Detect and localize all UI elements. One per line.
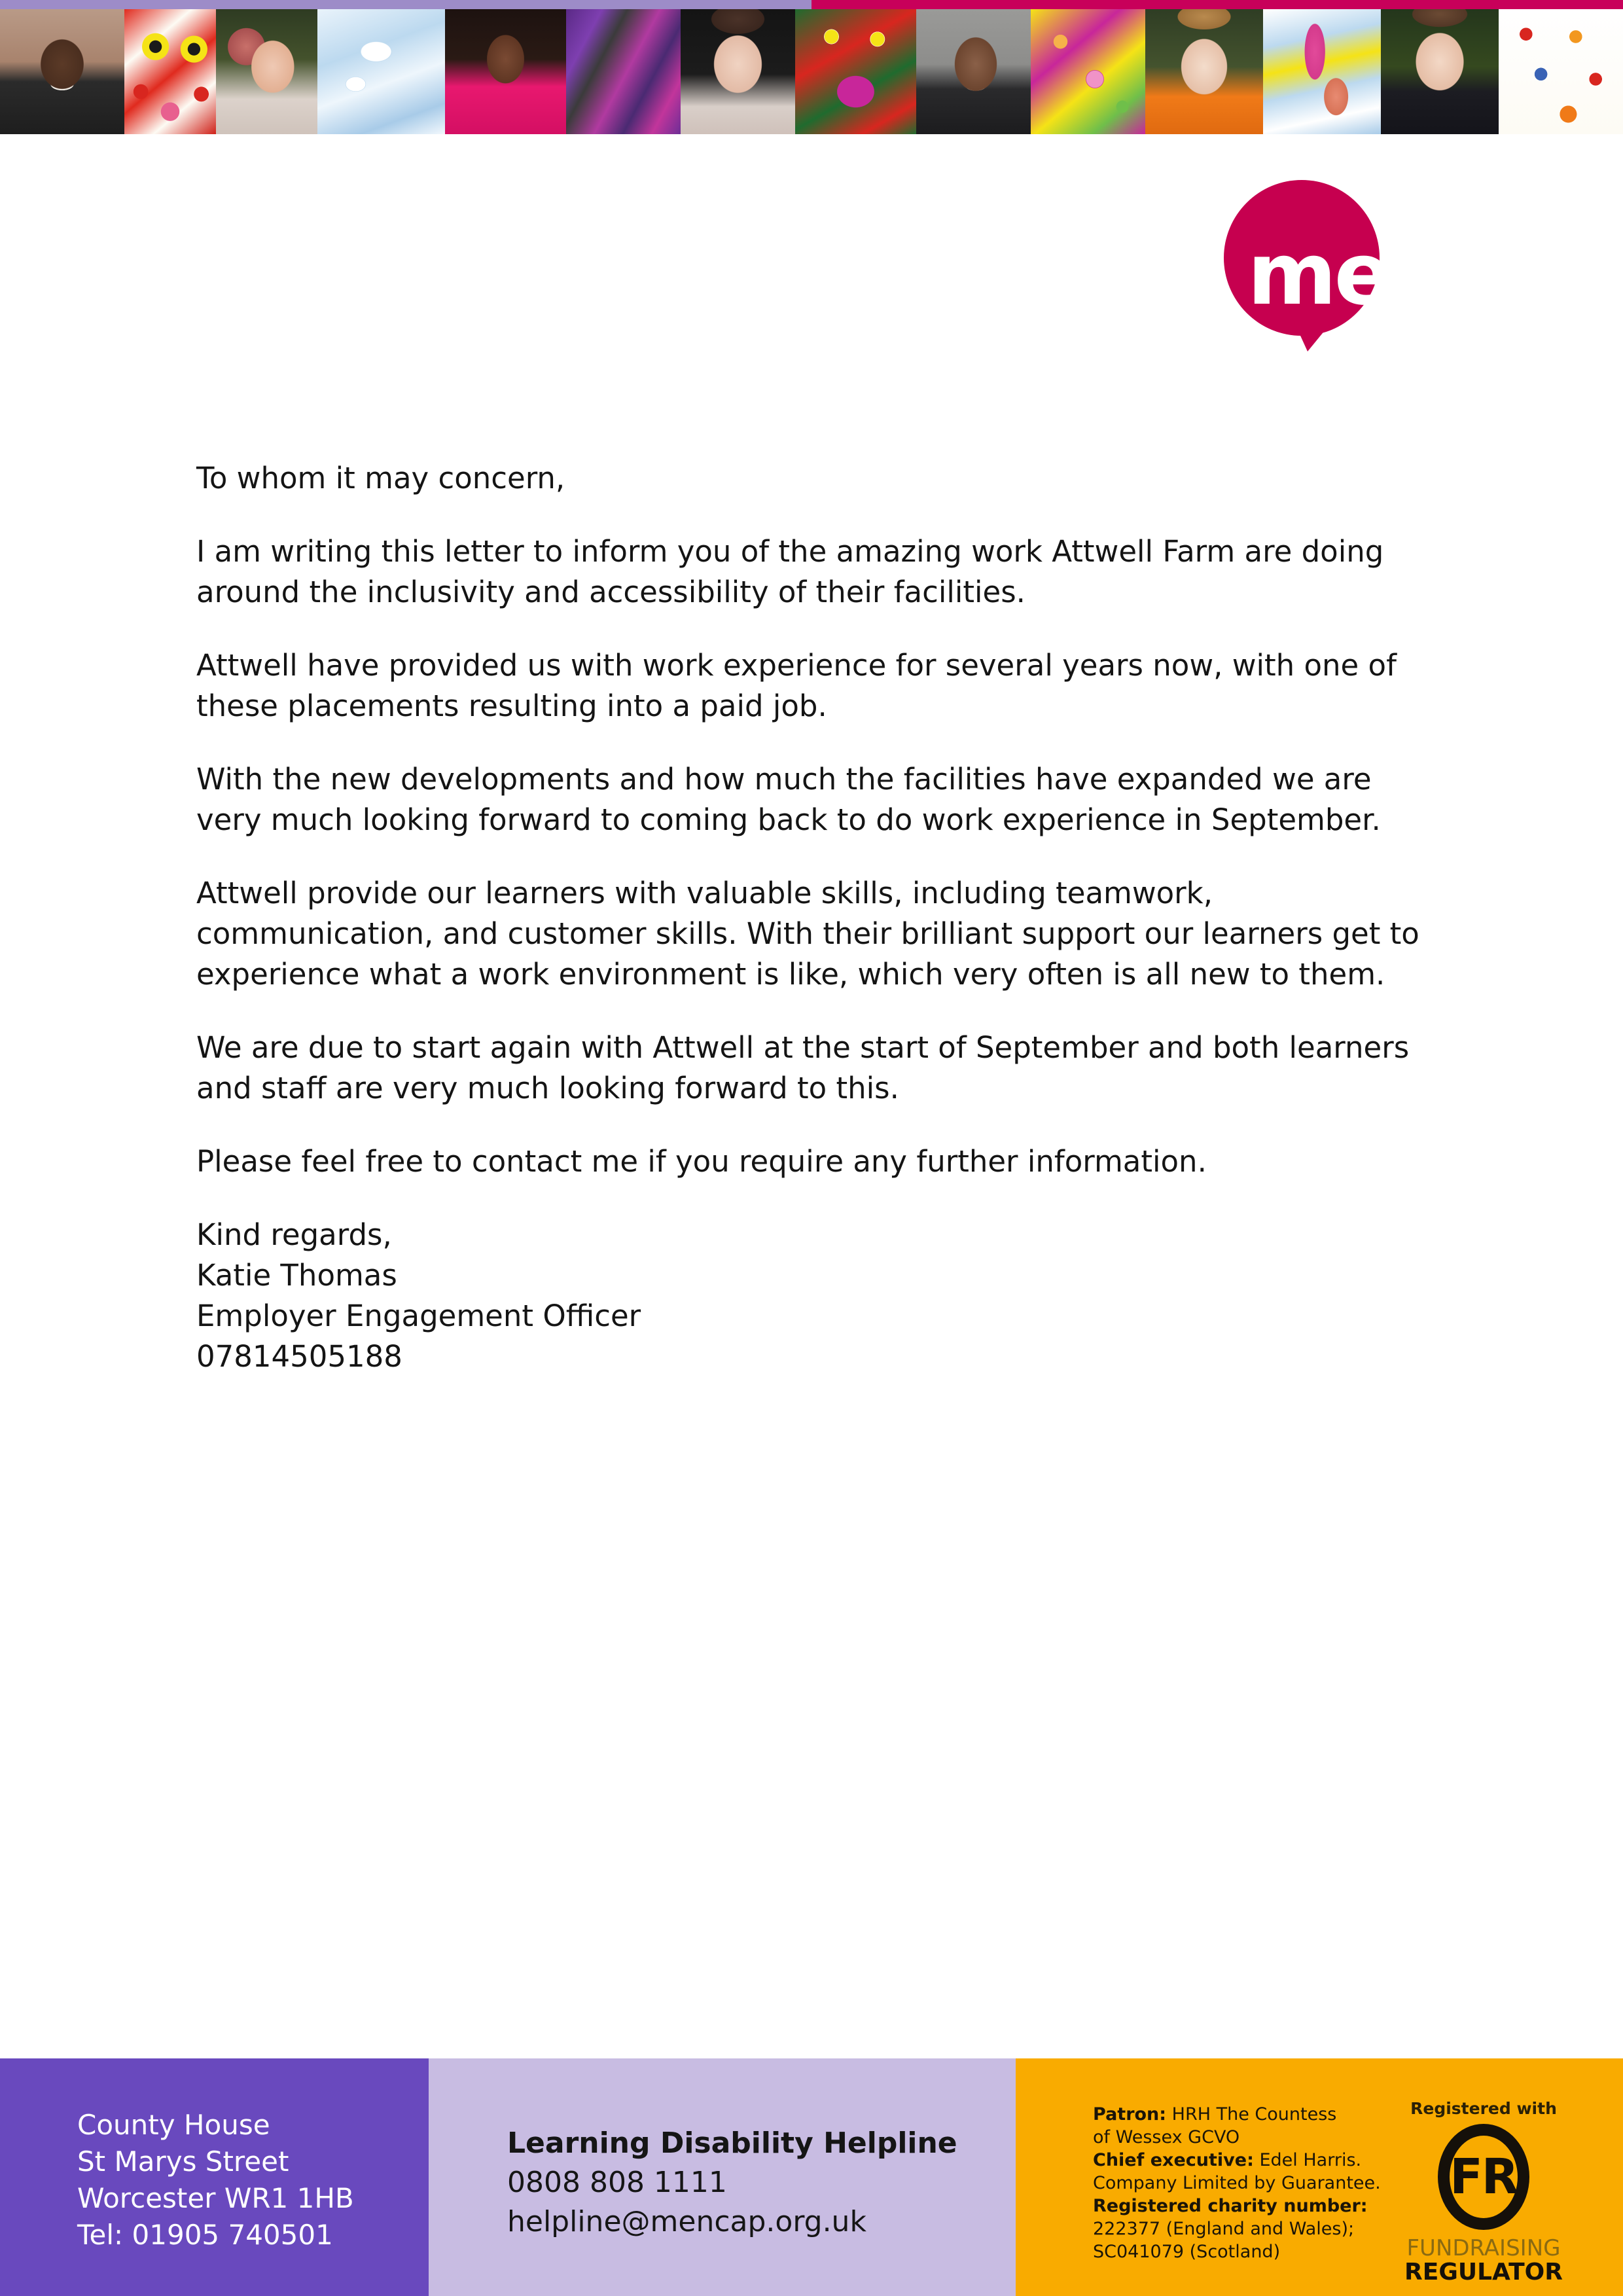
letter-salutation: To whom it may concern, [196,461,565,495]
helpline-phone[interactable]: 0808 808 1111 [507,2166,727,2199]
legal-charity-label-text: Registered charity number: [1093,2196,1368,2216]
photo-woman-orange-top [1145,9,1263,134]
artwork-purple-stripes [566,9,681,134]
footer-legal-block [1016,2058,1623,2296]
footer-helpline-block [429,2058,1016,2296]
artwork-pink-flowers [1031,9,1145,134]
artwork-blue-drawing [317,9,445,134]
header-top-rule-left [0,0,812,9]
legal-text-lines [1093,2103,1381,2263]
photo-woman-glasses [916,9,1031,134]
signoff-job-title: Employer Engagement Officer [196,1299,641,1333]
photo-woman-pink-hair [216,9,317,134]
helpline-email[interactable]: helpline@mencap.org.uk [507,2205,866,2238]
legal-chief-value: Edel Harris. [1253,2150,1362,2170]
legal-patron-line-2: of Wessex GCVO [1093,2127,1240,2147]
letter-signoff [196,1215,1440,1377]
legal-patron-line-1 [1093,2103,1381,2126]
header-photo-strip [0,0,1623,134]
letter-body [196,458,1440,1377]
fr-registered-with-label: Registered with [1410,2099,1557,2118]
legal-chief-label: Chief executive: [1093,2150,1254,2170]
legal-chief-line [1093,2149,1381,2172]
page-footer [0,2058,1623,2296]
photo-smiling-man [0,9,124,134]
legal-charity-line-1: 222377 (England and Wales); [1093,2219,1355,2239]
signoff-closing: Kind regards, [196,1217,392,1252]
header-tile-row [0,9,1623,134]
legal-patron-label: Patron: [1093,2104,1167,2125]
legal-charity-label [1093,2195,1381,2217]
letter-paragraph-4: Attwell provide our learners with valuable skills, including teamwork, communication, and customer skills. With their brilliant support our learners get to experience what a work environment is like, which very often is all new to them. [196,876,1419,992]
fr-ring-icon [1438,2124,1529,2230]
signoff-name: Katie Thomas [196,1258,397,1293]
header-top-rule-right [812,0,1623,9]
letter-paragraph-3: With the new developments and how much the facilities have expanded we are very much looking forward to coming back to do work experience in September. [196,762,1381,837]
legal-patron-value: HRH The Countess [1166,2104,1337,2125]
header-top-rule [0,0,1623,9]
fr-word-regulator: REGULATOR [1404,2259,1563,2286]
legal-company-line: Company Limited by Guarantee. [1093,2173,1381,2193]
artwork-sunflowers [124,9,216,134]
address-line-city: Worcester WR1 1HB [77,2182,354,2214]
letter-paragraph-2: Attwell have provided us with work experience for several years now, with one of these placements resulting into a paid job. [196,648,1397,723]
letter-paragraph-1: I am writing this letter to inform you of the amazing work Attwell Farm are doing around the inclusivity and accessibility of their facilities. [196,534,1384,609]
helpline-lines [507,2124,957,2242]
artwork-hot-air-balloon [1263,9,1381,134]
address-line-building: County House [77,2109,270,2141]
fundraising-regulator-logo [1402,2099,1565,2285]
legal-charity-line-2: SC041079 (Scotland) [1093,2242,1281,2262]
address-line-tel: Tel: 01905 740501 [77,2219,333,2251]
fr-word-fundraising: FUNDRAISING [1406,2235,1561,2261]
fr-monogram: FR [1450,2149,1518,2205]
photo-smiling-woman-pink-top [445,9,566,134]
letter-paragraph-6: Please feel free to contact me if you require any further information. [196,1144,1207,1179]
artwork-painted-pebbles [1499,9,1623,134]
footer-address-block [0,2058,429,2296]
artwork-red-flowers [795,9,916,134]
signoff-phone: 07814505188 [196,1339,402,1374]
letter-paragraph-5: We are due to start again with Attwell at the start of September and both learners and staff are very much looking forward to this. [196,1030,1410,1105]
mencap-wordmark: mencap [1247,224,1611,324]
address-line-street: St Marys Street [77,2145,289,2178]
footer-address-lines [77,2107,354,2253]
photo-woman-portrait [681,9,795,134]
mencap-logo [1224,180,1611,337]
helpline-title: Learning Disability Helpline [507,2126,957,2160]
photo-smiling-young-man [1381,9,1499,134]
